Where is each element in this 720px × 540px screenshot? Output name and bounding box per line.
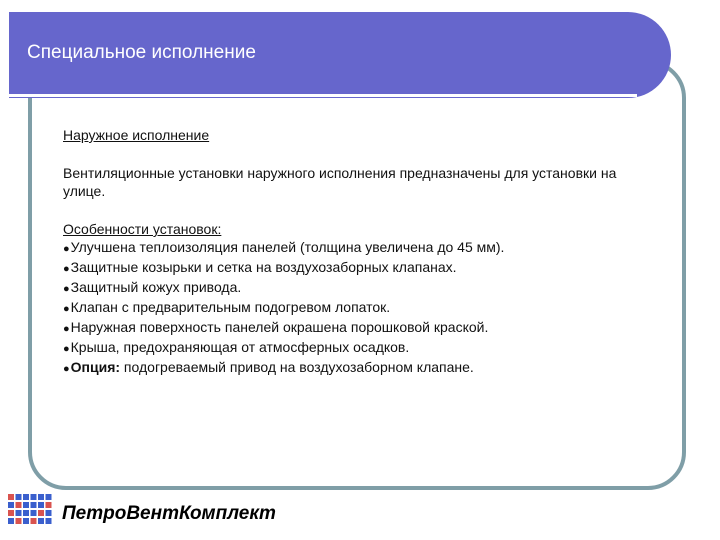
intro-text: Вентиляционные установки наружного исполнения предназначены для установки на улице. [63, 165, 617, 199]
logo-square [31, 502, 37, 508]
list-item [63, 238, 623, 258]
section-title: Наружное исполнение [63, 127, 210, 143]
option-text: подогреваемый привод на воздухозаборном клапане. [120, 359, 474, 375]
company-logo-icon [8, 494, 54, 526]
logo-square [16, 494, 22, 500]
logo-square [46, 494, 52, 500]
bullet-icon: ● [63, 263, 70, 275]
feature-text: Защитный кожух привода. [70, 279, 242, 295]
feature-text: Крыша, предохраняющая от атмосферных осадков. [70, 339, 410, 355]
logo-square [8, 518, 14, 524]
list-item [63, 338, 623, 358]
logo-square [23, 518, 29, 524]
logo-square [16, 510, 22, 516]
logo-square [38, 518, 44, 524]
logo-square [38, 510, 44, 516]
feature-text: Клапан с предварительным подогревом лопаток. [70, 299, 391, 315]
logo-square [38, 502, 44, 508]
logo-square [46, 502, 52, 508]
logo-square [38, 494, 44, 500]
logo-square [16, 518, 22, 524]
logo-square [8, 502, 14, 508]
bullet-icon: ● [63, 243, 70, 255]
bullet-icon: ● [63, 283, 70, 295]
logo-square [8, 494, 14, 500]
title-underline [9, 94, 637, 97]
features-title: Особенности установок: [63, 221, 222, 237]
logo-square [31, 510, 37, 516]
bullet-icon: ● [63, 303, 70, 315]
title-bar [9, 12, 671, 98]
slide-title: Специальное исполнение [27, 42, 256, 63]
logo-square [31, 518, 37, 524]
feature-text: Защитные козырьки и сетка на воздухозаборных клапанах. [70, 259, 457, 275]
feature-text: Наружная поверхность панелей окрашена порошковой краской. [70, 319, 489, 335]
list-item [63, 298, 623, 318]
slide-content [63, 126, 623, 378]
features-list [63, 238, 623, 378]
option-label: Опция: [70, 359, 121, 375]
list-item [63, 278, 623, 298]
logo-square [46, 510, 52, 516]
logo-square [23, 502, 29, 508]
feature-text: Улучшена теплоизоляция панелей (толщина увеличена до 45 мм). [70, 239, 505, 255]
logo-square [16, 502, 22, 508]
logo-square [8, 510, 14, 516]
company-name: ПетроВентКомплект [62, 503, 276, 524]
list-item [63, 318, 623, 338]
logo-square [46, 518, 52, 524]
logo-square [23, 494, 29, 500]
logo-square [31, 494, 37, 500]
list-item [63, 358, 623, 378]
logo-square [23, 510, 29, 516]
bullet-icon: ● [63, 363, 70, 375]
bullet-icon: ● [63, 323, 70, 335]
bullet-icon: ● [63, 343, 70, 355]
list-item [63, 258, 623, 278]
